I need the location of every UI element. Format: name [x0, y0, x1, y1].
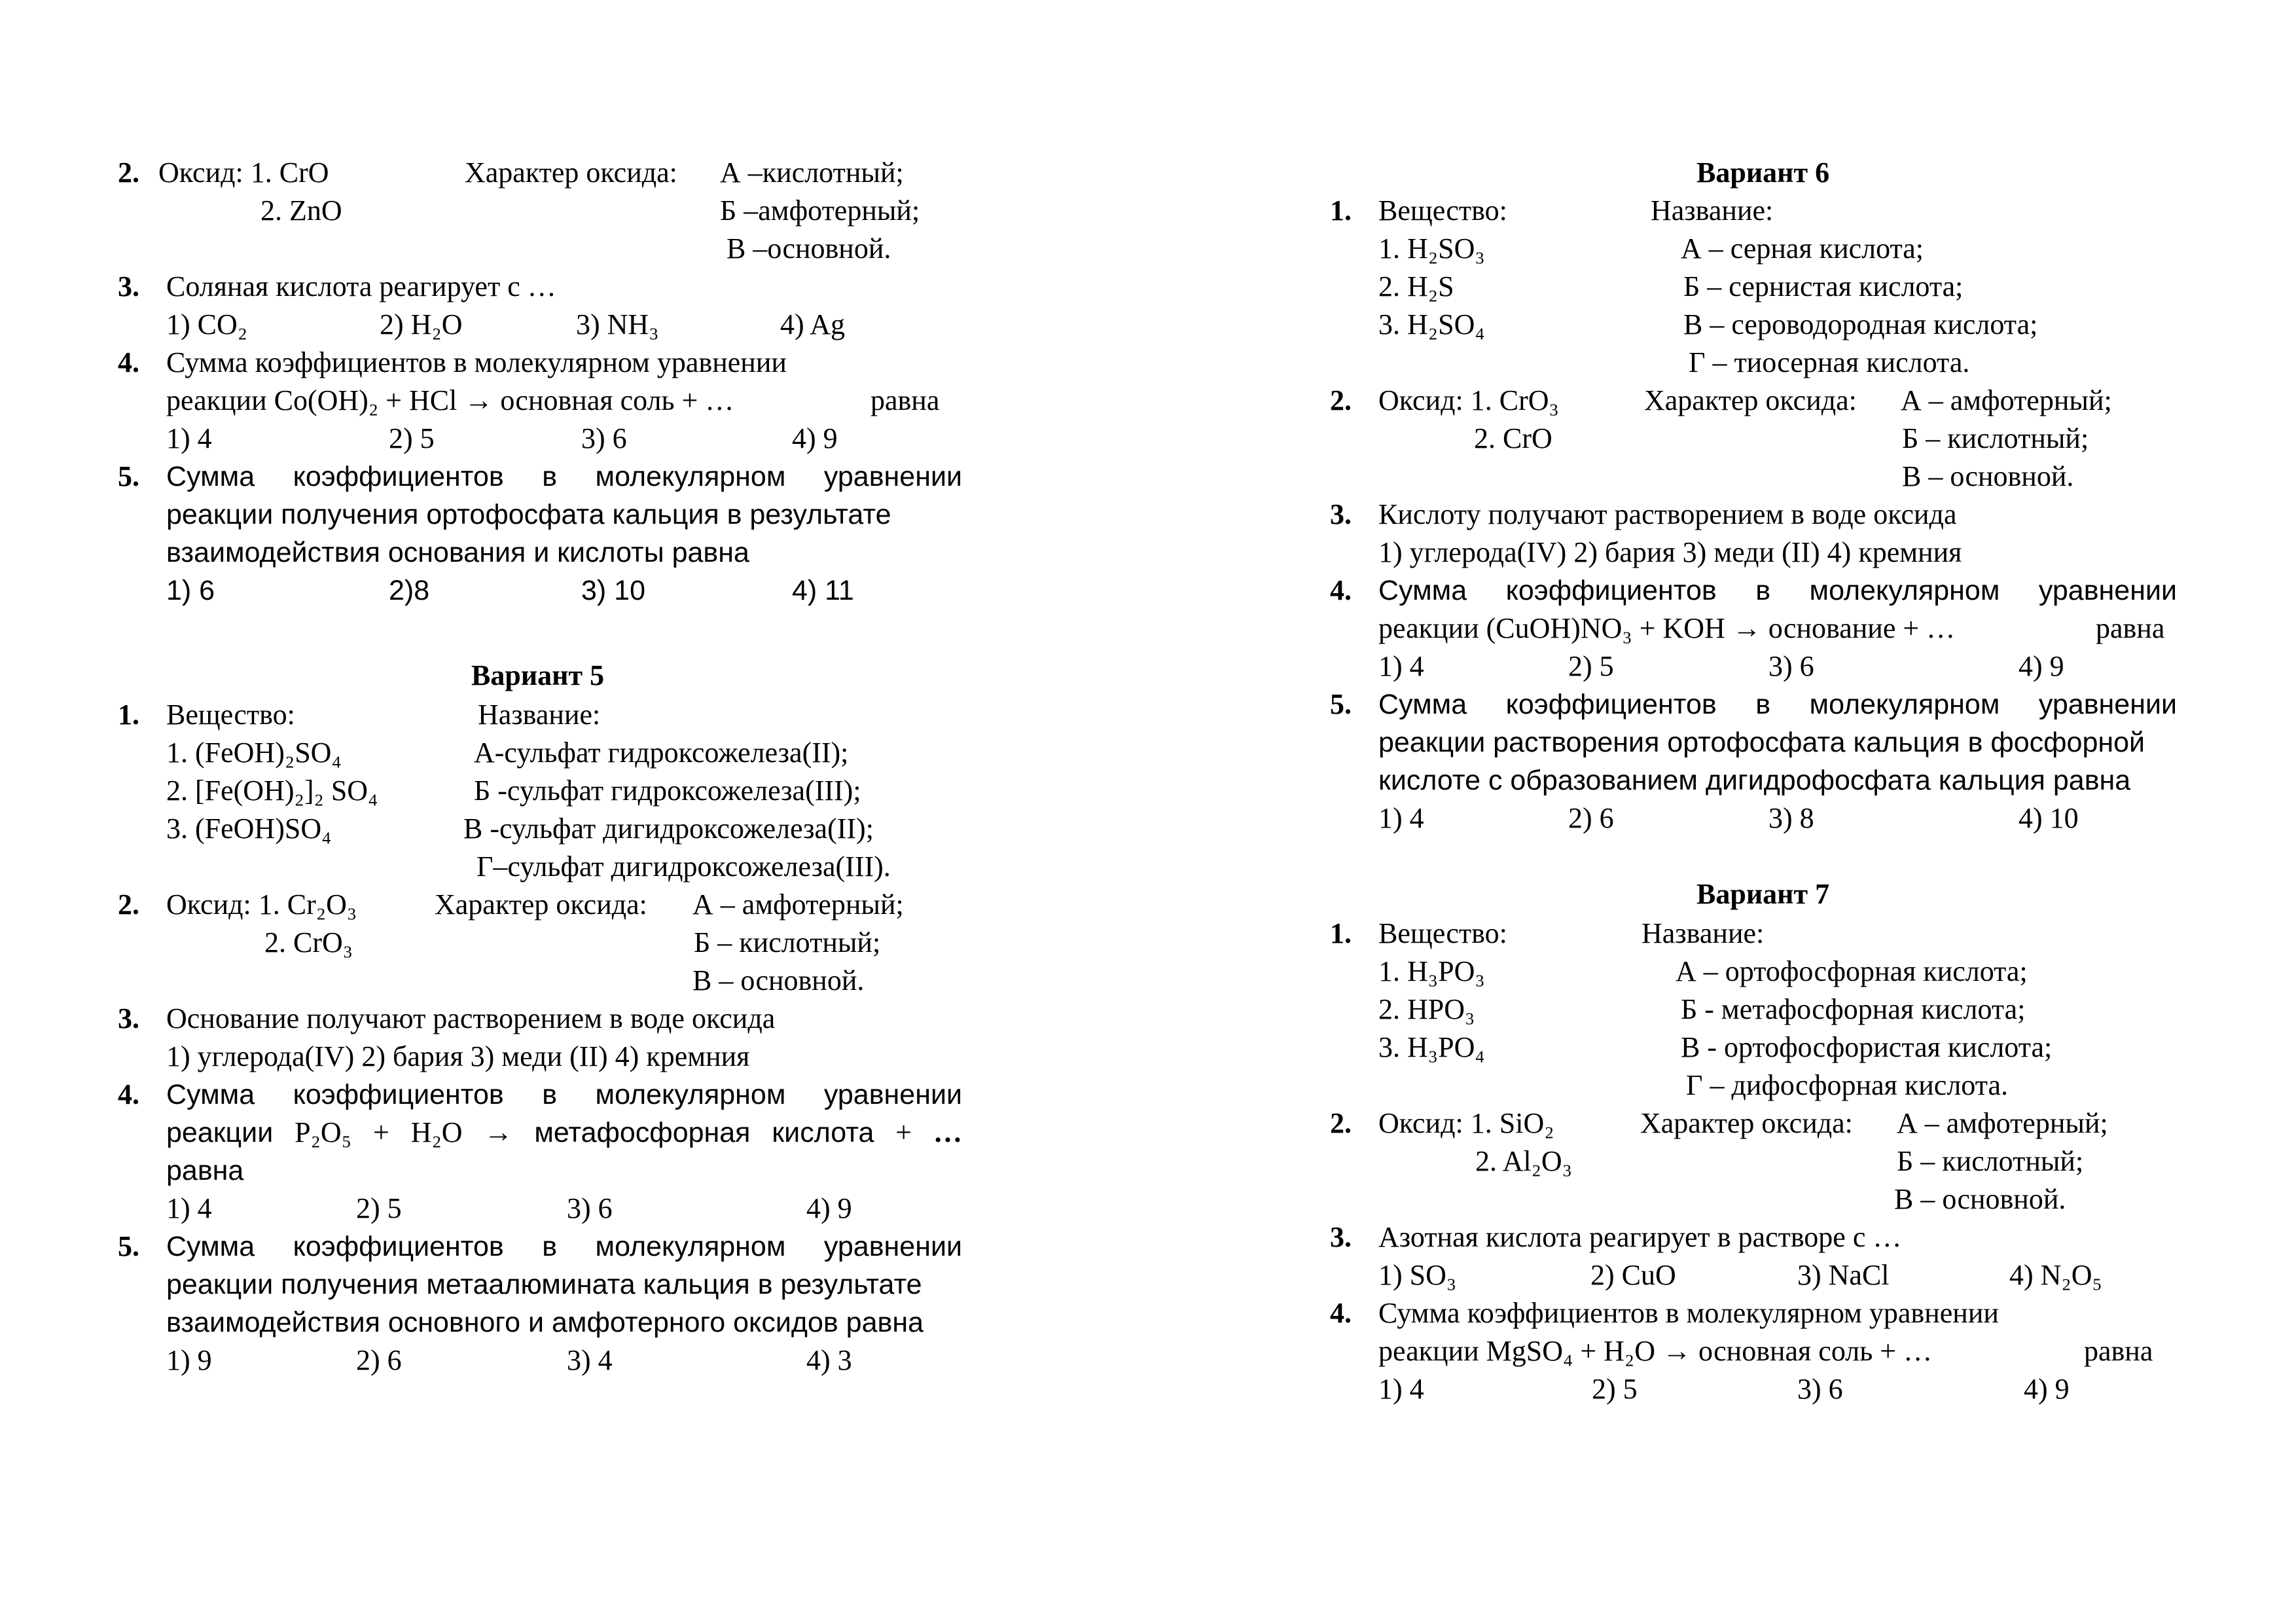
oxide-character-label: Характер оксида:	[1644, 384, 1857, 416]
word: молекулярном	[595, 1079, 786, 1110]
word: коэффициентов	[293, 461, 504, 492]
variant-title: Вариант 5	[471, 659, 605, 691]
name-d: Г – дифосфорная кислота.	[1686, 1069, 2008, 1101]
answer-3: 3) NaCl	[1797, 1259, 1890, 1291]
question-number: 4.	[118, 346, 139, 378]
question-text: реакции получения метаалюмината кальция в результате	[166, 1269, 922, 1300]
word: реакции	[166, 1117, 274, 1148]
answer-3: 3) 6	[567, 1192, 613, 1224]
word: молекулярном	[595, 461, 786, 492]
word: в	[542, 1231, 558, 1262]
answer-2: 2) 5	[389, 422, 435, 454]
answer-4: 4) 10	[2018, 802, 2079, 834]
answer-4: 4) 9	[2018, 650, 2064, 682]
substance-3: 3. H₂SO₄	[1378, 308, 1485, 340]
formula: H₂O	[410, 1116, 463, 1148]
substance-3: 3. H₃PO₄	[1378, 1031, 1485, 1063]
arrow: →	[484, 1116, 513, 1148]
answer-1: 1) 4	[1378, 1373, 1424, 1405]
name-c: В - ортофосфористая кислота;	[1681, 1031, 2053, 1063]
answer-4: 4) 9	[2024, 1373, 2070, 1405]
word: в	[1755, 689, 1771, 720]
question-number: 4.	[1330, 574, 1352, 606]
oxide-option-a: А – амфотерный;	[1897, 1107, 2108, 1139]
question-text-end: равна	[2096, 612, 2165, 644]
word: молекулярном	[1809, 689, 2000, 720]
answer-3: 3) 6	[581, 422, 627, 454]
substance-1: 1. (FeOH)₂SO₄	[166, 737, 342, 769]
word: уравнении	[823, 1079, 962, 1110]
name-b: Б -сульфат гидроксожелеза(III);	[474, 775, 861, 807]
formula: P₂O₅	[295, 1116, 352, 1148]
question-text-end: равна	[870, 384, 940, 416]
answer-2: 2) CuO	[1590, 1259, 1676, 1291]
oxide-option-c: В – основной.	[1902, 460, 2074, 492]
answer-4: 4) 9	[806, 1192, 852, 1224]
question-text: Сумма коэффициентов в молекулярном уравнении	[1378, 1297, 1999, 1329]
answer-1: 1) 4	[1378, 650, 1424, 682]
question-number: 5.	[118, 460, 139, 492]
left-page	[118, 0, 969, 1623]
question-number: 3.	[1330, 1221, 1352, 1253]
question-number: 1.	[1330, 917, 1352, 949]
name-d: Г–сульфат дигидроксожелеза(III).	[476, 850, 891, 883]
answer-2: 2) 5	[356, 1192, 402, 1224]
answer-1: 1) 4	[166, 1192, 212, 1224]
answer-3: 3) 8	[1768, 802, 1814, 834]
question-text: реакции Co(OH)₂ + HCl → основная соль + …	[166, 384, 734, 416]
oxide-item-2: 2. Al₂O₃	[1475, 1145, 1573, 1177]
question-number: 4.	[118, 1078, 139, 1110]
oxide-item-2: 2. CrO	[1474, 422, 1552, 454]
ellipsis: …	[933, 1116, 962, 1148]
substance-2: 2. [Fe(OH)₂]₂ SO₄	[166, 775, 378, 807]
variant-title: Вариант 7	[1696, 878, 1830, 910]
word: молекулярном	[1809, 575, 2000, 606]
question-text: Основание получают растворением в воде оксида	[166, 1002, 776, 1034]
right-page	[1330, 0, 2181, 1623]
oxide-option-b: Б – кислотный;	[694, 926, 881, 958]
answer-1: 1) SO₃	[1378, 1259, 1457, 1291]
substance-label: Вещество:	[166, 699, 295, 731]
question-text: Кислоту получают растворением в воде оксида	[1378, 498, 1957, 530]
question-number: 2.	[118, 888, 139, 921]
question-equation: реакции MgSO₄ + H₂O → основная соль + …	[1378, 1335, 1933, 1367]
name-a: А-сульфат гидроксожелеза(II);	[474, 737, 849, 769]
question-text: Сумма коэффициентов в молекулярном уравнении	[166, 346, 787, 378]
substance-2: 2. H₂S	[1378, 270, 1454, 302]
word: Сумма	[166, 1231, 255, 1262]
answer-3: 3) 6	[1797, 1373, 1843, 1405]
name-label: Название:	[478, 699, 601, 731]
word: уравнении	[823, 1231, 962, 1262]
answer-4: 4) 11	[792, 575, 854, 606]
substance-1: 1. H₂SO₃	[1378, 232, 1485, 264]
oxide-option-a: А – амфотерный;	[692, 888, 904, 921]
answers: 1) углерода(IV) 2) бария 3) меди (II) 4) кремния	[166, 1040, 750, 1072]
word: в	[1755, 575, 1771, 606]
plus-sign: +	[895, 1116, 912, 1148]
question-text: равна	[166, 1155, 244, 1186]
name-d: Г – тиосерная кислота.	[1689, 346, 1970, 378]
word: коэффициентов	[1505, 689, 1717, 720]
oxide-option-c: В – основной.	[1894, 1183, 2066, 1215]
oxide-item-1: Оксид: 1. CrO	[158, 156, 329, 189]
question-number: 3.	[118, 1002, 139, 1034]
word: уравнении	[823, 461, 962, 492]
word: Сумма	[166, 461, 255, 492]
question-text	[166, 1078, 962, 1112]
oxide-item-2: 2. ZnO	[260, 194, 342, 227]
answer-2: 2) 5	[1568, 650, 1614, 682]
name-label: Название:	[1641, 917, 1765, 949]
answer-4: 4) 9	[792, 422, 838, 454]
question-text: кислоте с образованием дигидрофосфата кальция равна	[1378, 765, 2131, 796]
question-text	[1378, 687, 2177, 721]
name-c: В -сульфат дигидроксожелеза(II);	[463, 812, 874, 845]
question-number: 5.	[1330, 688, 1352, 720]
oxide-option-b: Б – кислотный;	[1897, 1145, 2084, 1177]
answer-2: 2) 5	[1592, 1373, 1638, 1405]
substance-3: 3. (FeOH)SO₄	[166, 812, 332, 845]
answer-3: 3) 6	[1768, 650, 1814, 682]
question-text	[166, 1230, 962, 1264]
name-a: А – серная кислота;	[1681, 232, 1924, 264]
question-number: 2.	[1330, 384, 1352, 416]
name-c: В – сероводородная кислота;	[1683, 308, 2038, 340]
question-text-end: равна	[2084, 1335, 2153, 1367]
oxide-character-label: Характер оксида:	[465, 156, 677, 189]
oxide-option-b: Б – кислотный;	[1902, 422, 2089, 454]
question-text: реакции получения ортофосфата кальция в результате	[166, 499, 891, 530]
word: уравнении	[2038, 689, 2177, 720]
answer-4: 4) Ag	[780, 308, 845, 340]
oxide-item-1: Оксид: 1. CrO₃	[1378, 384, 1559, 416]
oxide-character-label: Характер оксида:	[1640, 1107, 1853, 1139]
oxide-item-1: Оксид: 1. SiO₂	[1378, 1107, 1554, 1139]
word: коэффициентов	[293, 1231, 504, 1262]
answer-3: 3) 4	[567, 1344, 613, 1376]
answer-1: 1) 4	[1378, 802, 1424, 834]
question-text: взаимодействия основания и кислоты равна	[166, 537, 749, 568]
question-number: 2.	[118, 156, 139, 189]
word: Сумма	[1378, 689, 1467, 720]
answer-2: 2) H₂O	[380, 308, 463, 340]
oxide-character-label: Характер оксида:	[435, 888, 647, 921]
question-number: 4.	[1330, 1297, 1352, 1329]
oxide-option-b: Б –амфотерный;	[720, 194, 920, 227]
variant-title: Вариант 6	[1696, 156, 1830, 189]
answer-2: 2) 6	[356, 1344, 402, 1376]
word: в	[542, 1079, 558, 1110]
answer-2: 2) 6	[1568, 802, 1614, 834]
substance-1: 1. H₃PO₃	[1378, 955, 1485, 987]
plus-sign: +	[372, 1116, 389, 1148]
word: в	[542, 461, 558, 492]
answer-2: 2)8	[389, 575, 430, 606]
question-text: реакции растворения ортофосфата кальция в фосфорной	[1378, 727, 2145, 758]
question-text	[1378, 574, 2177, 608]
name-b: Б - метафосфорная кислота;	[1681, 993, 2026, 1025]
question-number: 3.	[118, 270, 139, 302]
oxide-option-c: В – основной.	[692, 964, 865, 996]
word: коэффициентов	[293, 1079, 504, 1110]
question-text: Соляная кислота реагирует с …	[166, 270, 556, 302]
oxide-option-a: А – амфотерный;	[1901, 384, 2112, 416]
answer-1: 1) 9	[166, 1344, 212, 1376]
name-label: Название:	[1651, 194, 1774, 227]
word: Сумма	[1378, 575, 1467, 606]
answer-1: 1) 6	[166, 575, 215, 606]
question-number: 5.	[118, 1230, 139, 1262]
word: Сумма	[166, 1079, 255, 1110]
answer-1: 1) 4	[166, 422, 212, 454]
answers: 1) углерода(IV) 2) бария 3) меди (II) 4) кремния	[1378, 536, 1962, 568]
answer-1: 1) CO₂	[166, 308, 248, 340]
word: молекулярном	[595, 1231, 786, 1262]
substance-label: Вещество:	[1378, 917, 1507, 949]
question-text	[166, 460, 962, 494]
question-text: Азотная кислота реагирует в растворе с …	[1378, 1221, 1902, 1253]
oxide-item-1: Оксид: 1. Cr₂O₃	[166, 888, 357, 921]
question-equation	[166, 1116, 962, 1150]
question-number: 1.	[118, 699, 139, 731]
oxide-item-2: 2. CrO₃	[264, 926, 353, 958]
answer-3: 3) NH₃	[576, 308, 659, 340]
substance-label: Вещество:	[1378, 194, 1507, 227]
word: уравнении	[2038, 575, 2177, 606]
word: метафосфорная	[534, 1117, 751, 1148]
question-number: 3.	[1330, 498, 1352, 530]
question-equation: реакции (CuOH)NO₃ + KOH → основание + …	[1378, 612, 1956, 644]
name-b: Б – сернистая кислота;	[1683, 270, 1964, 302]
answer-4: 4) N₂O₅	[2009, 1259, 2102, 1291]
name-a: А – ортофосфорная кислота;	[1676, 955, 2028, 987]
word: кислота	[772, 1117, 874, 1148]
word: коэффициентов	[1505, 575, 1717, 606]
answer-3: 3) 10	[581, 575, 646, 606]
question-number: 1.	[1330, 194, 1352, 227]
question-number: 2.	[1330, 1107, 1352, 1139]
oxide-option-c: В –основной.	[726, 232, 891, 264]
answer-4: 4) 3	[806, 1344, 852, 1376]
substance-2: 2. HPO₃	[1378, 993, 1475, 1025]
question-text: взаимодействия основного и амфотерного оксидов равна	[166, 1307, 924, 1338]
oxide-option-a: А –кислотный;	[720, 156, 904, 189]
